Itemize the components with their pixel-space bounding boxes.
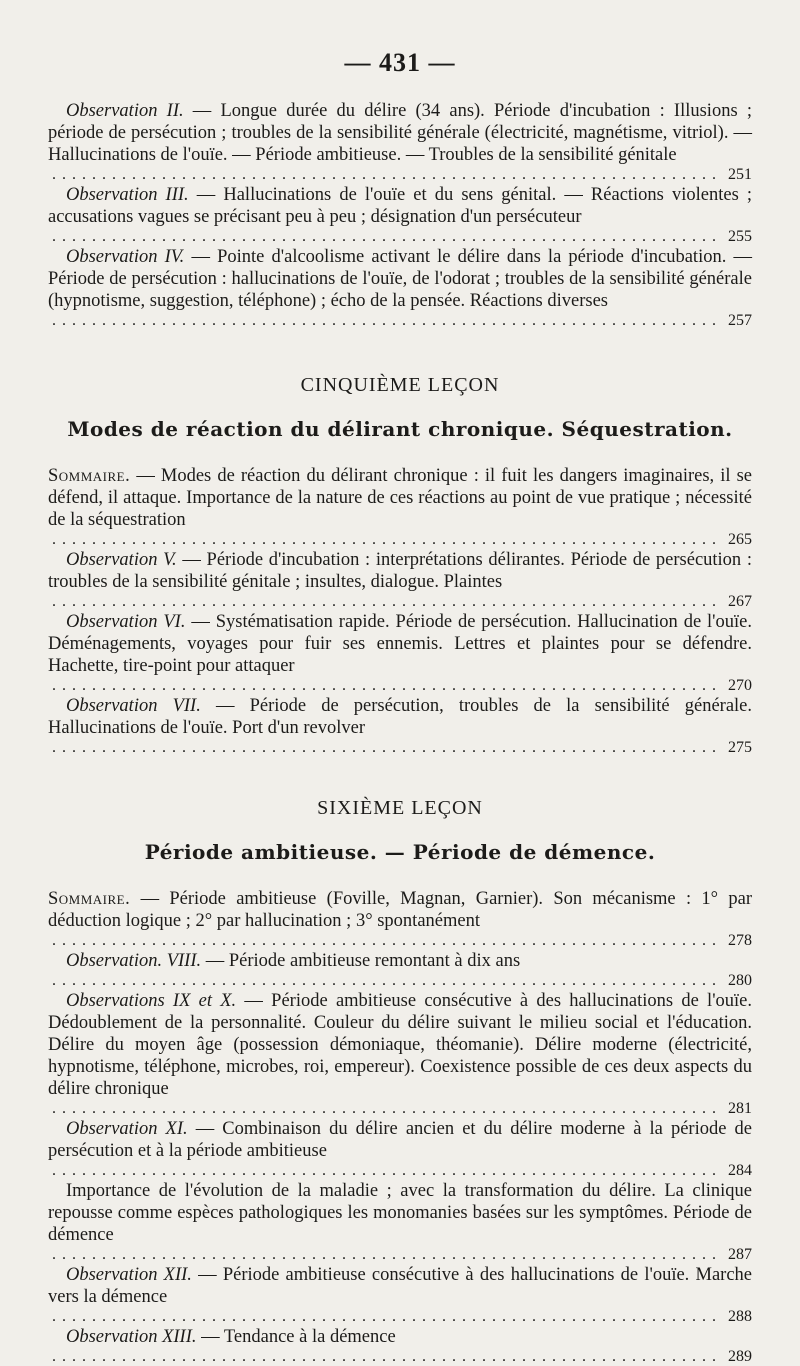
observation-label: Observation II. bbox=[66, 101, 184, 121]
page-ref: 281 bbox=[728, 1100, 752, 1117]
toc-entry bbox=[48, 184, 752, 228]
page-ref: 289 bbox=[728, 1348, 752, 1365]
dot-leader bbox=[52, 1246, 718, 1264]
observation-label: Observation III. bbox=[66, 185, 189, 205]
toc-entry bbox=[48, 465, 752, 531]
toc-page-line bbox=[48, 1246, 752, 1264]
dot-leader bbox=[52, 1348, 718, 1366]
dot-leader bbox=[52, 677, 718, 695]
entry-text: — Période ambitieuse consécutive à des hallucinations de l'ouïe. Dédoublement de la personnalité. Couleur du délire suivant le milieu social et l'éducation. Délire du moyen âge (possession démoniaque, théomanie). Délire moderne (électricité, hypnotisme, téléphone, microbes, roi, empereur). Coexistence possible de ces deux aspects du délire chronique bbox=[48, 991, 752, 1099]
lecon6-section bbox=[48, 888, 752, 1366]
toc-page-line bbox=[48, 166, 752, 184]
entry-text: — Combinaison du délire ancien et du délire moderne à la période de persécution et à la période ambitieuse bbox=[48, 1119, 752, 1161]
dot-leader bbox=[52, 312, 718, 330]
toc-entry bbox=[48, 246, 752, 312]
observation-label: Observation XII. bbox=[66, 1265, 192, 1285]
toc-entry bbox=[48, 1326, 752, 1348]
toc-page-line bbox=[48, 739, 752, 757]
toc-page-line bbox=[48, 972, 752, 990]
toc-entry bbox=[48, 611, 752, 677]
page-number: — 431 — bbox=[344, 48, 456, 77]
entry-text: — Période ambitieuse (Foville, Magnan, Garnier). Son mécanisme : 1° par déduction logique ; 2° par hallucination ; 3° spontanément bbox=[48, 889, 752, 931]
entry-text: — Modes de réaction du délirant chronique : il fuit les dangers imaginaires, il se défend, il attaque. Importance de la nature de ces réactions au point de vue pratique ; nécessité de la séquestration bbox=[48, 466, 752, 530]
toc-page-line bbox=[48, 932, 752, 950]
dot-leader bbox=[52, 972, 718, 990]
dot-leader bbox=[52, 739, 718, 757]
entry-text: Importance de l'évolution de la maladie ; avec la transformation du délire. La clinique repousse comme espèces pathologiques les monomanies basées sur les symptômes. Période de démence bbox=[48, 1181, 752, 1245]
page-ref: 255 bbox=[728, 228, 752, 245]
dot-leader bbox=[52, 593, 718, 611]
observation-label: Observation V. bbox=[66, 550, 177, 570]
entry-text: — Systématisation rapide. Période de persécution. Hallucination de l'ouïe. Déménagements, voyages pour fuir ses ennemis. Lettres et plaintes pour se défendre. Hachette, tire-point pour attaquer bbox=[48, 612, 752, 676]
page-ref: 251 bbox=[728, 166, 752, 183]
sommaire-label: Sommaire. bbox=[48, 889, 131, 909]
observation-label: Observation XIII. bbox=[66, 1327, 197, 1347]
dot-leader bbox=[52, 1162, 718, 1180]
toc-page-line bbox=[48, 312, 752, 330]
lecon5-section bbox=[48, 465, 752, 757]
toc-entry bbox=[48, 888, 752, 932]
entry-text: — Tendance à la démence bbox=[196, 1327, 396, 1347]
observation-label: Observations IX et X. bbox=[66, 991, 237, 1011]
toc-entry bbox=[48, 1180, 752, 1246]
lecon-heading: Modes de réaction du délirant chronique. Séquestration. bbox=[67, 417, 733, 441]
toc-entry bbox=[48, 100, 752, 166]
toc-page-line bbox=[48, 677, 752, 695]
dot-leader bbox=[52, 1308, 718, 1326]
dot-leader bbox=[52, 166, 718, 184]
page-ref: 275 bbox=[728, 739, 752, 756]
page-ref: 284 bbox=[728, 1162, 752, 1179]
entry-text: — Longue durée du délire (34 ans). Période d'incubation : Illusions ; période de persécution ; troubles de la sensibilité générale (électricité, magnétisme, vitriol). — Hallucinations de l'ouïe. — Période ambitieuse. — Troubles de la sensibilité génitale bbox=[48, 101, 752, 165]
toc-entry bbox=[48, 1264, 752, 1308]
page-ref: 280 bbox=[728, 972, 752, 989]
toc-entry bbox=[48, 695, 752, 739]
observation-label: Observation VII. bbox=[66, 696, 201, 716]
entry-text: — Période ambitieuse remontant à dix ans bbox=[201, 951, 521, 971]
page-ref: 278 bbox=[728, 932, 752, 949]
page-ref: 288 bbox=[728, 1308, 752, 1325]
observation-label: Observation. VIII. bbox=[66, 951, 202, 971]
entry-text: — Période ambitieuse consécutive à des hallucinations de l'ouïe. Marche vers la démence bbox=[48, 1265, 752, 1307]
dot-leader bbox=[52, 1100, 718, 1118]
toc-page-line bbox=[48, 593, 752, 611]
entry-text: — Période d'incubation : interprétations délirantes. Période de persécution : troubles de la sensibilité génitale ; insultes, dialogue. Plaintes bbox=[48, 550, 752, 592]
page-ref: 287 bbox=[728, 1246, 752, 1263]
page-ref: 267 bbox=[728, 593, 752, 610]
observation-label: Observation XI. bbox=[66, 1119, 188, 1139]
dot-leader bbox=[52, 531, 718, 549]
lecon-title: CINQUIÈME LEÇON bbox=[300, 374, 500, 396]
toc-page-line bbox=[48, 1100, 752, 1118]
sommaire-label: Sommaire. bbox=[48, 466, 131, 486]
toc-page-line bbox=[48, 228, 752, 246]
toc-entry bbox=[48, 950, 752, 972]
page-ref: 270 bbox=[728, 677, 752, 694]
toc-page-line bbox=[48, 1348, 752, 1366]
entry-text: — Hallucinations de l'ouïe et du sens génital. — Réactions violentes ; accusations vagues se précisant peu à peu ; désignation d'un persécuteur bbox=[48, 185, 752, 227]
dot-leader bbox=[52, 228, 718, 246]
entry-text: — Pointe d'alcoolisme activant le délire dans la période d'incubation. — Période de persécution : hallucinations de l'ouïe, de l'odorat ; troubles de la sensibilité générale (hypnotisme, suggestion, téléphone) ; écho de la pensée. Réactions diverses bbox=[48, 247, 752, 311]
entry-text: — Période de persécution, troubles de la sensibilité générale. Hallucinations de l'ouïe. Port d'un revolver bbox=[48, 696, 753, 738]
lecon-heading: Période ambitieuse. — Période de démence. bbox=[144, 840, 656, 864]
observation-label: Observation VI. bbox=[66, 612, 186, 632]
page-ref: 265 bbox=[728, 531, 752, 548]
page-ref: 257 bbox=[728, 312, 752, 329]
toc-page-line bbox=[48, 1308, 752, 1326]
toc-entry bbox=[48, 549, 752, 593]
toc-entry bbox=[48, 990, 752, 1100]
toc-page-line bbox=[48, 531, 752, 549]
toc-page-line bbox=[48, 1162, 752, 1180]
lecon-title: SIXIÈME LEÇON bbox=[317, 797, 483, 819]
observation-label: Observation IV. bbox=[66, 247, 185, 267]
top-section bbox=[48, 100, 752, 330]
toc-entry bbox=[48, 1118, 752, 1162]
dot-leader bbox=[52, 932, 718, 950]
